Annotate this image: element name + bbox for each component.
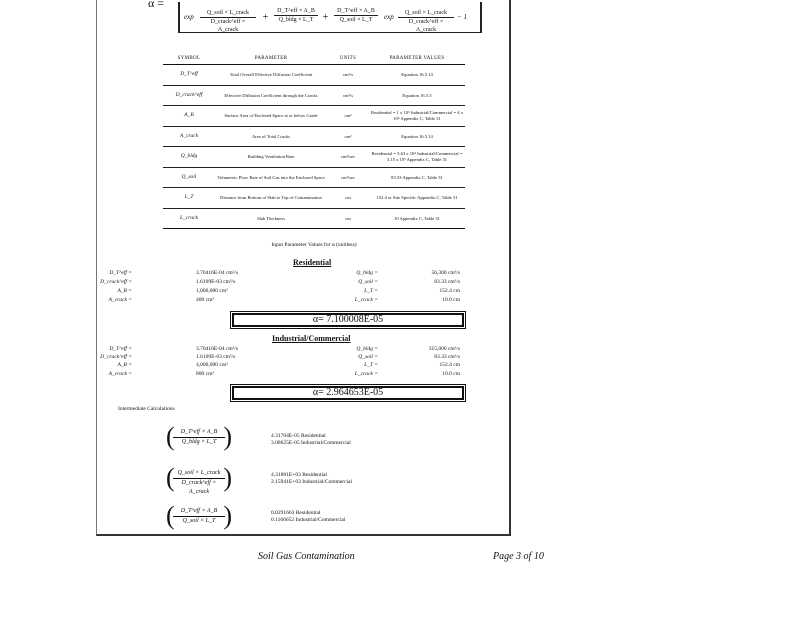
res-label-2: D_crack^eff = (100, 279, 132, 285)
table-row: L_crack Slab Thickness cm 10 Appendix C, Table 31 (163, 208, 465, 229)
ind-rlabel-2: Q_soil = (358, 354, 378, 360)
res-rlabel-1: Q_bldg = (356, 270, 378, 276)
table-row: A_B Surface Area of Enclosed Space at or below Grade cm² Residential = 1 x 10⁶ Industrial/Commercial = 4 x 10⁶ Appendix C, Table 31 (163, 106, 465, 127)
res-label-4: A_crack = (108, 297, 132, 303)
footer-page-number: Page 3 of 10 (493, 551, 544, 562)
formula-lhs: α = (148, 0, 165, 10)
plus-sign-1: + (262, 12, 269, 23)
table-row: A_crack Area of Total Cracks cm² Equation 16.5.14 (163, 126, 465, 147)
intermediate-result-2: 4.31881E+03 Residential 2.15941E+03 Industrial/Commercial (271, 472, 353, 485)
residential-alpha-result: α= 7.100008E-05 (232, 313, 464, 327)
header-values: PARAMETER VALUES (369, 52, 465, 65)
formula-term-1: Q_soil × L_crack D_crack^eff × A_crack (200, 9, 256, 34)
res-value-2: 1.6109E-03 cm²/s (196, 279, 236, 285)
ind-label-2: D_crack^eff = (100, 354, 132, 360)
table-row: Q_bldg Building Ventilation Rate cm³/sec Residential = 5.63 x 10⁴ Industrial/Commercial = 3.15 x 10⁵ Appendix C, Table 31 (163, 147, 465, 168)
ind-rvalue-2: 83.33 cm³/s (434, 354, 460, 360)
plus-sign-2: + (322, 12, 329, 23)
formula-term-2: D_T^eff × A_B Q_bldg × L_T (274, 7, 318, 24)
ind-rlabel-3: L_T = (364, 362, 378, 368)
ind-rvalue-1: 315,000 cm³/s (428, 346, 460, 352)
residential-title: Residential (293, 258, 332, 267)
ind-value-1: 3.70416E-04 cm²/s (196, 346, 238, 352)
ind-label-1: D_T^eff = (109, 346, 132, 352)
ind-rlabel-4: L_crack = (354, 371, 378, 377)
res-rvalue-2: 83.33 cm³/s (434, 279, 460, 285)
res-rlabel-2: Q_soil = (358, 279, 378, 285)
ind-value-4: 800 cm² (196, 371, 214, 377)
res-rvalue-1: 56,300 cm³/s (431, 270, 460, 276)
intermediate-expression-2: ( Q_soil × L_crack D_crack^eff × A_crack ) (166, 463, 232, 495)
table-row: D_T^eff Total Overall Effective Diffusion Coefficient cm²/s Equation 16.5.14 (163, 65, 465, 86)
res-value-1: 3.70416E-04 cm²/s (196, 270, 238, 276)
intermediate-result-1: 4.31704E-05 Residential 3.08625E-05 Industrial/Commercial (271, 433, 351, 446)
ind-label-4: A_crack = (108, 371, 132, 377)
res-value-4: 400 cm² (196, 297, 214, 303)
parameter-table (163, 52, 465, 229)
industrial-alpha-result: α= 2.964653E-05 (232, 386, 464, 400)
intermediate-expression-3: ( D_T^eff × A_B Q_soil × L_T ) (166, 501, 232, 530)
res-rlabel-3: L_T = (364, 288, 378, 294)
table-row: D_crack^eff Effective Diffusion Coefficient through the Cracks cm²/s Equation 16.5.5 (163, 85, 465, 106)
res-value-3: 1,000,000 cm² (196, 288, 228, 294)
res-label-1: D_T^eff = (109, 270, 132, 276)
ind-label-3: A_B = (117, 362, 132, 368)
header-parameter: PARAMETER (215, 52, 327, 65)
res-label-3: A_B = (117, 288, 132, 294)
exp-label: exp (184, 13, 194, 21)
res-rlabel-4: L_crack = (354, 297, 378, 303)
ind-rvalue-3: 152.4 cm (439, 362, 460, 368)
intermediate-title: Intermediate Calculations (118, 406, 175, 412)
alpha-formula (178, 2, 482, 33)
header-units: UNITS (327, 52, 369, 65)
header-symbol: SYMBOL (163, 52, 215, 65)
ind-value-2: 1.6109E-03 cm²/s (196, 354, 236, 360)
table-row: Q_soil Volumetric Flow Rate of Soil Gas into the Enclosed Space cm³/sec 83.33 Appendix C, Table 31 (163, 167, 465, 188)
ind-value-3: 4,000,000 cm² (196, 362, 228, 368)
formula-term-3: D_T^eff × A_B Q_soil × L_T (334, 7, 378, 24)
minus-one: − 1 (457, 13, 467, 21)
industrial-title: Industrial/Commercial (272, 334, 351, 343)
res-rvalue-4: 10.0 cm (442, 297, 460, 303)
exp-label-2: exp (384, 13, 394, 21)
ind-rlabel-1: Q_bldg = (356, 346, 378, 352)
intermediate-expression-1: ( D_T^eff × A_B Q_bldg × L_T ) (166, 422, 232, 451)
input-caption: Input Parameter Values for α (unitless) (271, 242, 357, 248)
ind-rvalue-4: 10.0 cm (442, 371, 460, 377)
table-row: L_T Distance from Bottom of Slab to Top of Contamination cm 152.4 or Site Specific Appendix C, Table 31 (163, 188, 465, 209)
res-rvalue-3: 152.4 cm (439, 288, 460, 294)
formula-term-4: Q_soil × L_crack D_crack^eff × A_crack (398, 9, 454, 34)
footer-title: Soil Gas Contamination (258, 551, 355, 562)
intermediate-result-3: 0.0291663 Residential 0.1166652 Industrial/Commercial (271, 510, 346, 523)
